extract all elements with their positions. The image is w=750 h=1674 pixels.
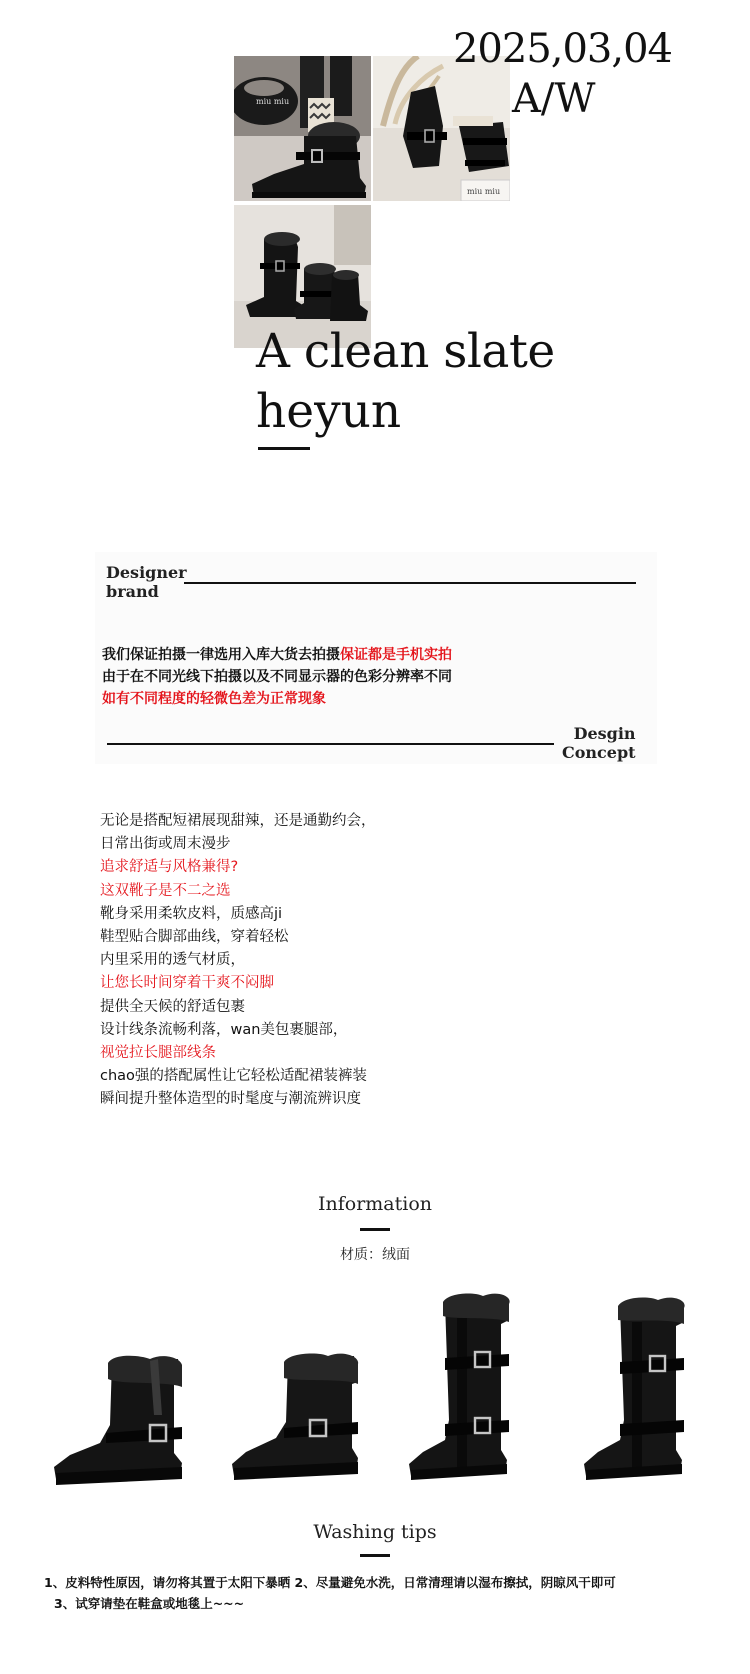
description-line: 追求舒适与风格兼得? — [100, 859, 239, 876]
notice-text-red: 保证都是手机实拍 — [340, 647, 452, 663]
design-concept-label-line1: Desgin — [573, 724, 636, 743]
description-line: 这双靴子是不二之选 — [100, 882, 231, 899]
washing-tips-text — [44, 1572, 616, 1614]
lifestyle-photo-2 — [373, 56, 510, 201]
description-line: chao强的搭配属性让它轻松适配裙装裤装 — [100, 1068, 367, 1085]
headline-line-2: heyun — [256, 384, 402, 439]
description-line: 提供全天候的舒适包裹 — [100, 998, 245, 1015]
description-line: 鞋型贴合脚部曲线，穿着轻松 — [100, 929, 289, 946]
information-title: Information — [317, 1193, 433, 1215]
photo-notice — [102, 644, 452, 710]
description-line: 靴身采用柔软皮料，质感高ji — [100, 905, 283, 922]
washing-title: Washing tips — [313, 1521, 437, 1543]
notice-line — [102, 644, 452, 666]
notice-text: 我们保证拍摄一律选用入库大货去拍摄 — [102, 647, 340, 663]
notice-text-red: 如有不同程度的轻微色差为正常现象 — [102, 691, 326, 707]
product-description — [100, 810, 376, 1112]
material-text: 材质：绒面 — [340, 1247, 410, 1263]
box-logo: miu miu — [467, 187, 501, 196]
lifestyle-photo-1 — [234, 56, 371, 201]
boot-product-3 — [405, 1290, 515, 1485]
boot-product-1 — [50, 1355, 190, 1490]
information-underline — [360, 1228, 390, 1231]
notice-line — [102, 688, 452, 710]
washing-tip-line-2: 3、试穿请垫在鞋盒或地毯上~~~ — [54, 1596, 245, 1611]
description-line: 让您长时间穿着干爽不闷脚 — [100, 975, 274, 992]
season-text: A/W — [512, 76, 596, 122]
washing-underline — [360, 1554, 390, 1557]
designer-brand-label — [106, 563, 187, 601]
card-rule-bottom — [107, 743, 554, 745]
card-rule-top — [184, 582, 636, 584]
design-concept-label — [562, 724, 636, 762]
description-line: 内里采用的透气材质， — [100, 952, 245, 969]
description-line: 日常出街或周末漫步 — [100, 836, 231, 853]
bag-logo: miu miu — [256, 97, 290, 106]
washing-tip-line-1: 1、皮料特性原因，请勿将其置于太阳下暴晒 2、尽量避免水洗，日常清理请以湿布擦拭，阴晾风干即可 — [44, 1575, 616, 1590]
headline-underline — [258, 447, 310, 450]
notice-line — [102, 666, 452, 688]
boot-product-2 — [228, 1352, 368, 1487]
designer-brand-label-line2: brand — [106, 582, 159, 601]
design-concept-label-line2: Concept — [562, 743, 636, 762]
notice-text: 由于在不同光线下拍摄以及不同显示器的色彩分辨率不同 — [102, 669, 452, 685]
description-line: 瞬间提升整体造型的时髦度与潮流辨识度 — [100, 1091, 361, 1108]
boot-product-4 — [580, 1292, 690, 1487]
description-line: 无论是搭配短裙展现甜辣，还是通勤约会， — [100, 813, 376, 829]
date-text: 2025,03,04 — [452, 26, 672, 72]
designer-brand-label-line1: Designer — [106, 563, 187, 582]
description-line: 视觉拉长腿部线条 — [100, 1045, 216, 1062]
headline-line-1: A clean slate — [256, 324, 555, 379]
description-line: 设计线条流畅利落，wan美包裹腿部， — [100, 1021, 348, 1038]
